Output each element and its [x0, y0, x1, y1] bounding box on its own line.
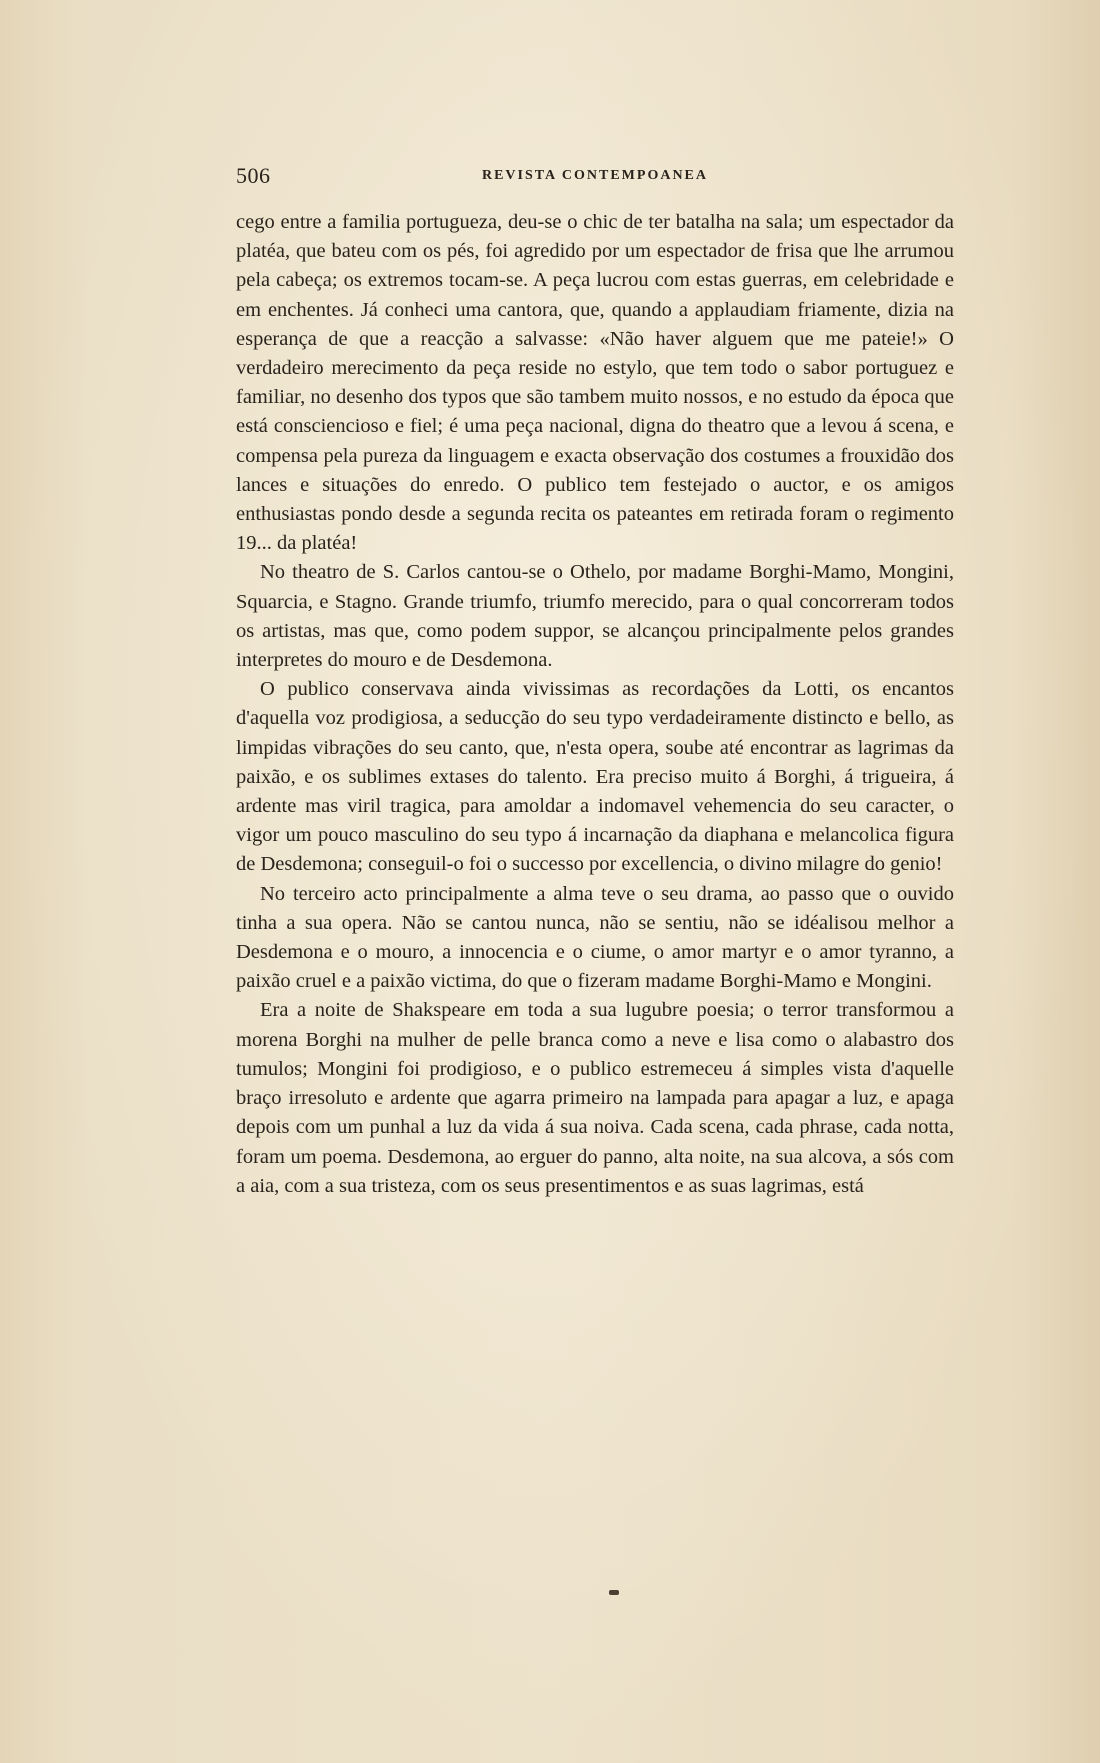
printer-mark: [609, 1590, 619, 1595]
page-header: [236, 163, 954, 189]
paragraph-5: Era a noite de Shakspeare em toda a sua lugubre poesia; o terror transformou a morena Borghi na mulher de pelle branca como a neve e lisa como o alabastro dos tumulos; Mongini foi prodigioso, e o publico estremeceu á simples vista d'aquelle braço irresoluto e ardente que agarra primeiro na lampada para apagar a luz, e apaga depois com um punhal a luz da vida á sua noiva. Cada scena, cada phrase, cada notta, foram um poema. Desdemona, ao erguer do panno, alta noite, na sua alcova, a sós com a aia, com a sua tristeza, com os seus presentimentos e as suas lagrimas, está: [236, 999, 954, 1197]
page-number: 506: [236, 163, 271, 188]
paragraph-4: No terceiro acto principalmente a alma teve o seu drama, ao passo que o ouvido tinha a sua opera. Não se cantou nunca, não se sentiu, não se idéalisou melhor a Desdemona e o mouro, a innocencia e o ciume, o amor martyr e o amor tyranno, a paixão cruel e a paixão victima, do que o fizeram madame Borghi-Mamo e Mongini.: [236, 882, 954, 993]
paragraph-1: cego entre a familia portugueza, deu-se o chic de ter batalha na sala; um espectador da platéa, que bateu com os pés, foi agredido por um espectador de frisa que lhe arrumou pela cabeça; os extremos tocam-se. A peça lucrou com estas guerras, em celebridade e em enchentes. Já conheci uma cantora, que, quando a applaudiam friamente, dizia na esperança de que a reacção a salvasse: «Não haver alguem que me pateie!» O verdadeiro merecimento da peça reside no estylo, que tem todo o sabor portuguez e familiar, no desenho dos typos que são tambem muito nossos, e no estudo da época que está consciencioso e fiel; é uma peça nacional, digna do theatro que a levou á scena, e compensa pela pureza da linguagem e exacta observação dos costumes a frouxidão dos lances e situações do enredo. O publico tem festejado o auctor, e os amigos enthusiastas pondo desde a segunda recita os pateantes em retirada foram o regimento 19... da platéa!: [236, 211, 954, 555]
body-text: [236, 208, 954, 1201]
paragraph-3: O publico conservava ainda vivissimas as recordações da Lotti, os encantos d'aquella voz prodigiosa, a seducção do seu typo verdadeiramente distincto e bello, as limpidas vibrações do seu canto, que, n'esta opera, soube até encontrar as lagrimas da paixão, e os sublimes extases do talento. Era preciso muito á Borghi, á trigueira, á ardente mas viril tragica, para amoldar a indomavel vehemencia do seu caracter, o vigor um pouco masculino do seu typo á incarnação da diaphana e melancolica figura de Desdemona; conseguil-o foi o successo por excellencia, o divino milagre do genio!: [236, 678, 954, 876]
paragraph-2: No theatro de S. Carlos cantou-se o Othelo, por madame Borghi-Mamo, Mongini, Squarcia, e Stagno. Grande triumfo, triumfo merecido, para o qual concorreram todos os artistas, mas que, como podem suppor, se alcançou principalmente pelos grandes interpretes do mouro e de Desdemona.: [236, 561, 954, 672]
running-title: REVISTA CONTEMPOANEA: [481, 168, 709, 183]
